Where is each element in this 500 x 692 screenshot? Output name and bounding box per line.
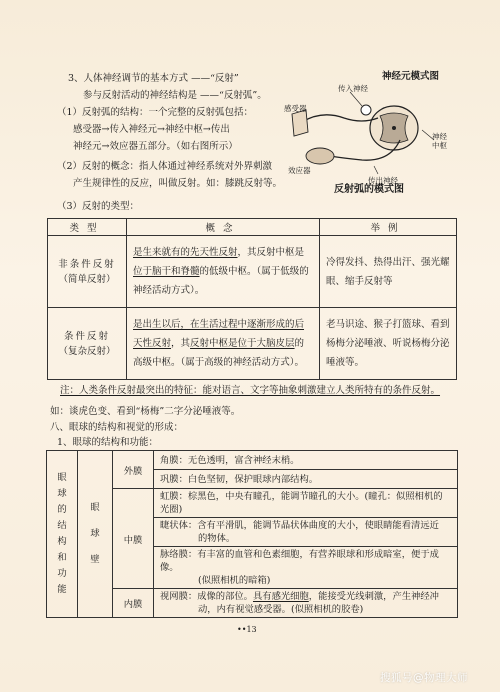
ciliary-body-desc: 睫状体：含有平滑肌，能调节晶状体曲度的大小，使眼睛能看清远近 的物体。 <box>154 518 458 547</box>
page-number: ••13 <box>237 625 257 634</box>
middle-layer-label: 中膜 <box>113 489 154 589</box>
type-cell <box>48 236 127 308</box>
table-row <box>47 451 458 470</box>
concept-text: ，其 <box>171 338 191 349</box>
diagram-caption: 反射弧的模式图 <box>334 184 404 195</box>
conditioned-reflex-note: 注：人类条件反射最突出的特征：能对语言、文字等抽象刺激建立人类所特有的条件反射。 <box>60 385 441 396</box>
header-concept: 概念 <box>127 219 320 236</box>
reflex-concept-cont: 产生规律性的反应，叫做反射。如：膝跳反射等。 <box>73 178 283 189</box>
retina-desc: 视网膜：成像的部位。具有感光细胞，能接受光线刺激，产生神经冲 动，内有视觉感受器。(似照相机的胶卷) <box>154 589 458 618</box>
reflex-arc-diagram <box>282 70 462 200</box>
header-type: 类型 <box>48 219 127 236</box>
section3-heading: 3、人体神经调节的基本方式 ——“反射” <box>68 73 239 84</box>
eyeball-wall-label: 眼球壁 <box>78 451 113 618</box>
reflex-arc-chain-end: 神经元→效应器五部分。（如右图所示） <box>73 141 238 152</box>
eye-structure-label: 眼球的结构和功能 <box>47 451 78 618</box>
type-name: 条件反射 <box>63 330 110 342</box>
type-cell <box>48 308 127 380</box>
example-cell: 冷得发抖、热得出汗、强光耀眼、缩手反射等 <box>320 236 457 308</box>
table-header-row <box>48 219 457 236</box>
reflex-arc-chain: 感受器→传入神经元→神经中枢→传出 <box>73 124 230 135</box>
concept-text: 的高级中枢。（属于高级的神经活动方式）。 <box>133 338 305 368</box>
label-afferent-nerve: 传入神经 <box>338 84 368 93</box>
concept-cell <box>127 236 320 308</box>
diagram-title: 神经元模式图 <box>382 71 440 82</box>
reflex-concept: （2）反射的概念：指人体通过神经系统对外界刺激 <box>57 161 273 172</box>
reflex-types-heading: （3）反射的类型： <box>57 201 140 212</box>
concept-underlined: 是生来就有的先天性反射 <box>133 247 238 258</box>
watermark: 搜狐号@物理大师 <box>380 672 468 684</box>
type-name: 非条件反射 <box>58 258 116 270</box>
type-alias: （复杂反射） <box>58 345 116 357</box>
cornea-desc: 角膜：无色透明，富含神经末梢。 <box>154 451 458 470</box>
table-row <box>48 236 457 308</box>
sclera-desc: 巩膜：白色坚韧，保护眼球内部结构。 <box>154 470 458 489</box>
reflex-arc-structure: （1）反射弧的结构：一个完整的反射弧包括： <box>57 107 254 118</box>
label-nerve-center: 神经 中枢 <box>432 132 447 150</box>
label-effector: 效应器 <box>288 166 311 175</box>
concept-underlined: 位于脑干和脊髓 <box>133 266 200 277</box>
outer-layer-label: 外膜 <box>113 451 154 489</box>
concept-underlined: 反射中枢是位于大脑皮层 <box>190 338 295 349</box>
reflex-types-table <box>47 218 457 380</box>
section8-heading: 八、眼球的结构和视觉的形成： <box>50 422 184 433</box>
table-row <box>48 308 457 380</box>
type-alias: （简单反射） <box>58 273 116 285</box>
eye-structure-heading: 1、眼球的结构和功能： <box>57 437 159 448</box>
choroid-desc: 脉络膜：有丰富的血管和色素细胞，有营养眼球和形成暗室，便于成像。 (似照相机的暗箱) <box>154 547 458 589</box>
eye-structure-table <box>46 450 458 618</box>
example-cell: 老马识途、猴子打篮球、看到杨梅分泌唾液、听说杨梅分泌唾液等。 <box>320 308 457 380</box>
inner-layer-label: 内膜 <box>113 589 154 618</box>
concept-underlined: 是出生以后，在生活过程中逐渐形成的后天性反射 <box>133 319 305 349</box>
concept-text: 的低级中枢。（属于低级的神经活动方式）。 <box>133 266 309 296</box>
label-efferent-nerve: 传出神经 <box>368 176 398 185</box>
reflex-arc-intro: 参与反射活动的神经结构是 ——“反射弧”。 <box>83 90 267 101</box>
conditioned-reflex-example: 如：谈虎色变、看到“杨梅”二字分泌唾液等。 <box>50 406 241 417</box>
label-receptor: 感受器 <box>284 104 307 113</box>
iris-desc: 虹膜：棕黑色，中央有瞳孔，能调节瞳孔的大小。(瞳孔：似照相机的光圈) <box>154 489 458 518</box>
concept-cell <box>127 308 320 380</box>
header-example: 举例 <box>320 219 457 236</box>
concept-text: ，其反射中枢是 <box>237 247 305 258</box>
